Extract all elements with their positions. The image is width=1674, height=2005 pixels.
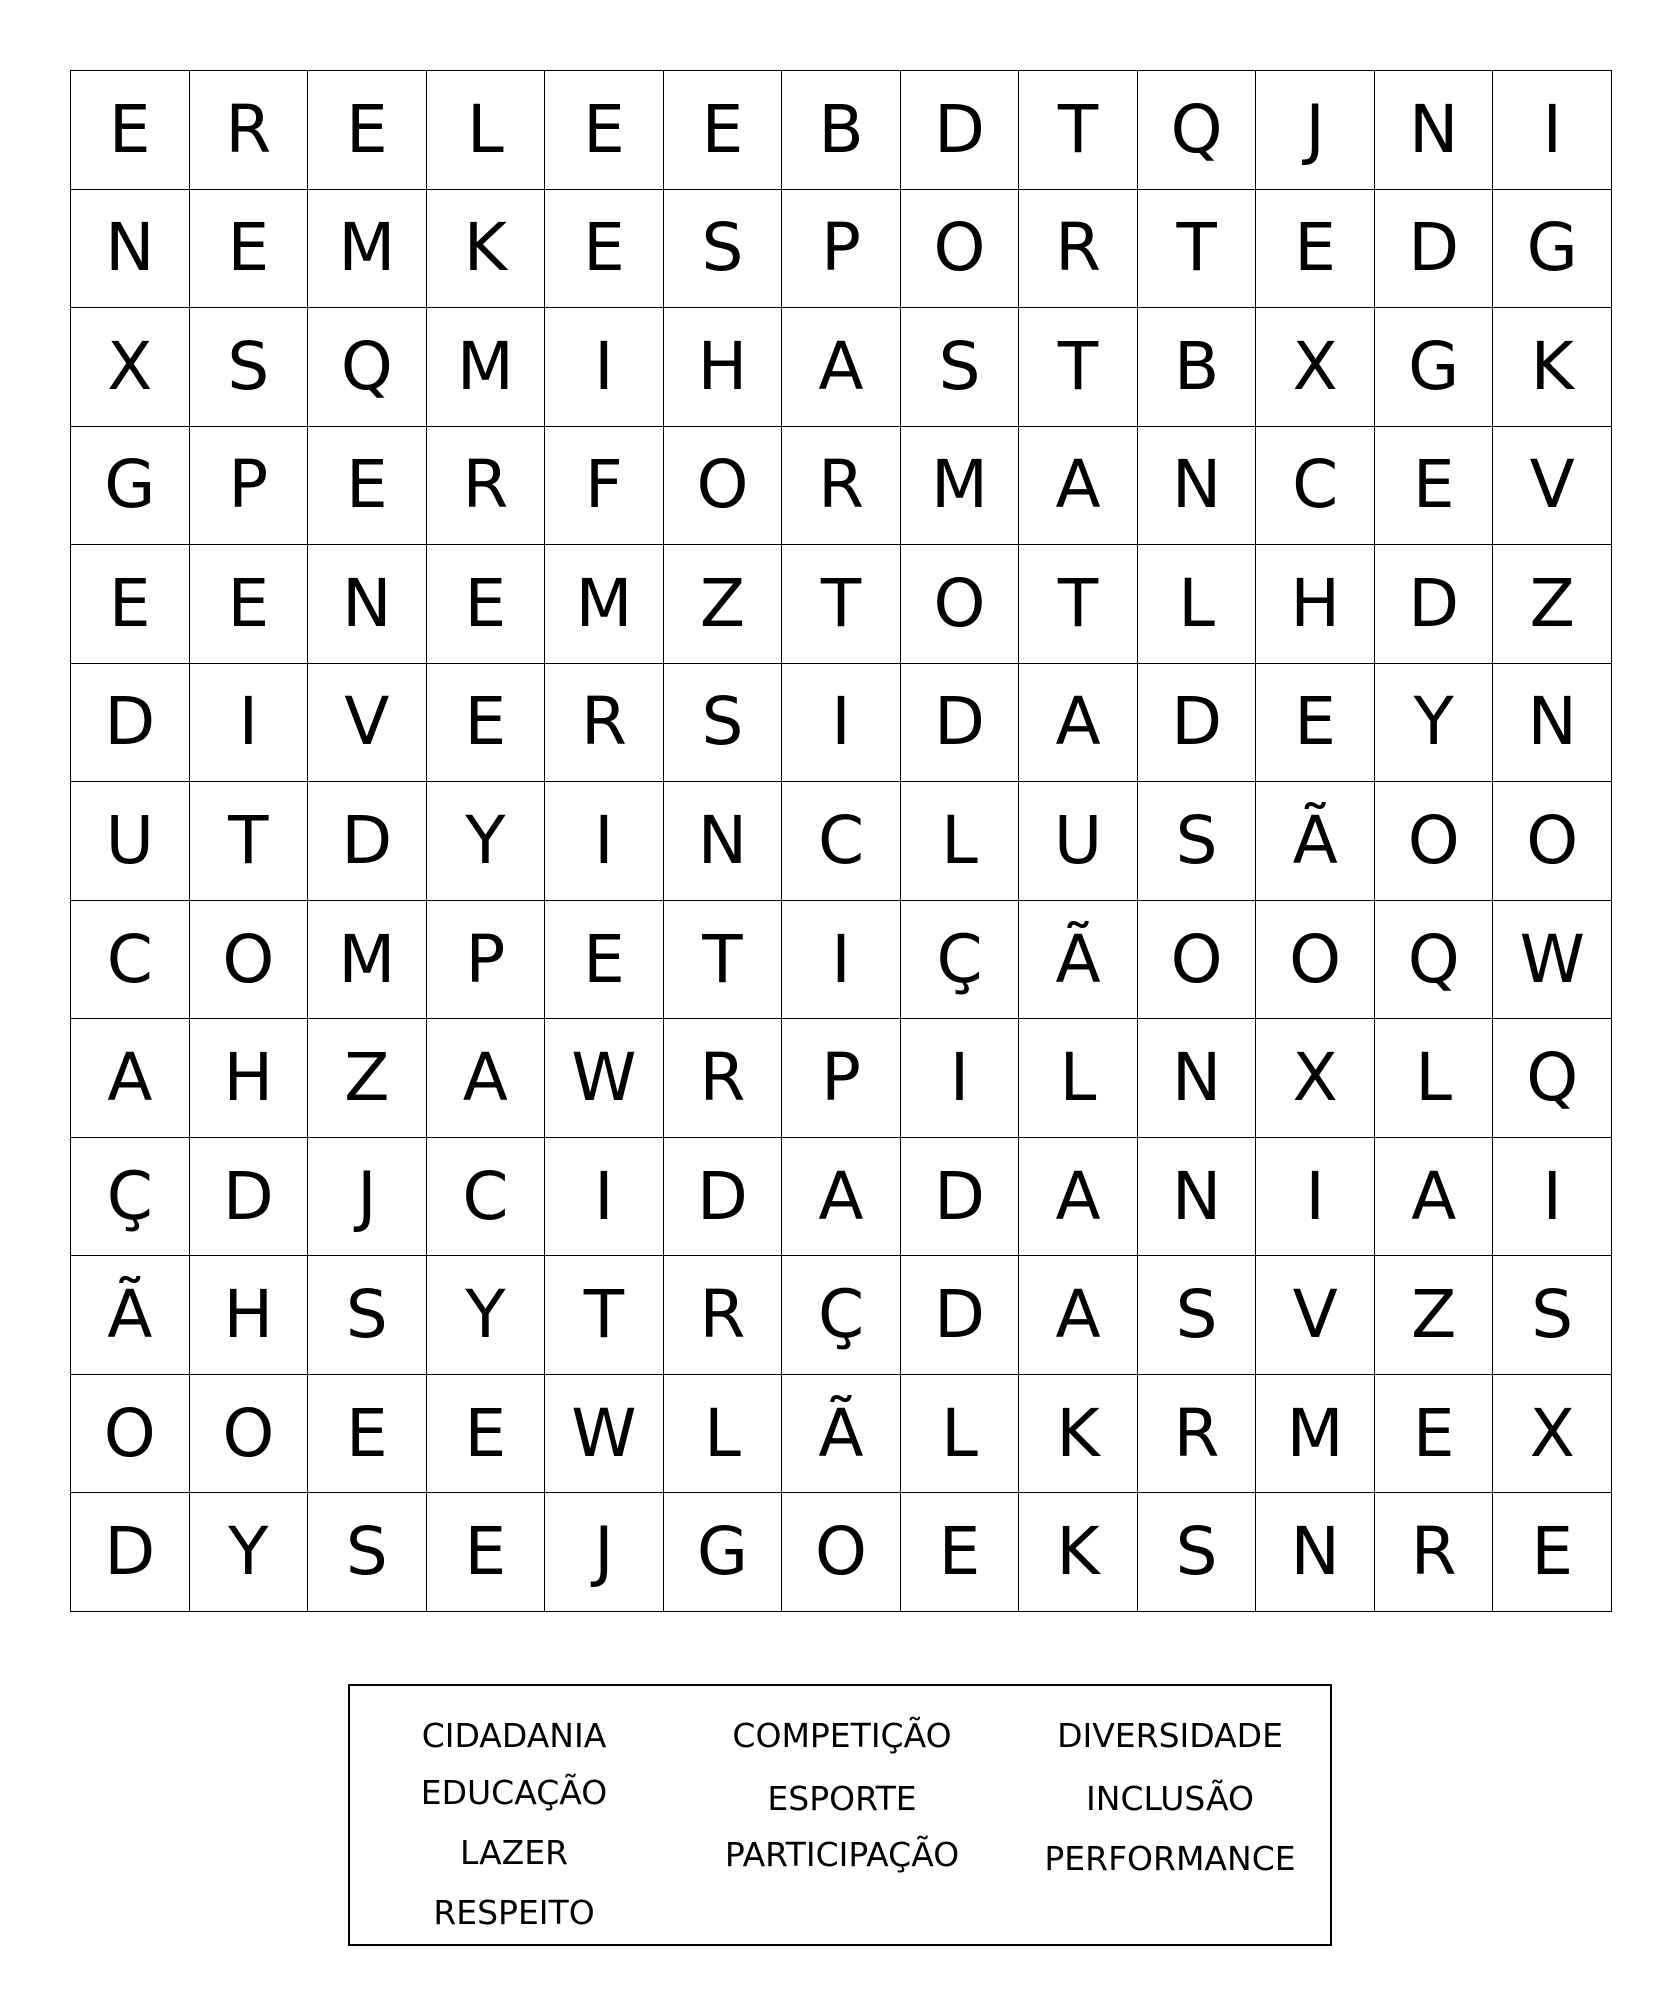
grid-cell[interactable]: U [1019, 782, 1138, 901]
grid-cell[interactable]: H [190, 1256, 309, 1375]
grid-cell[interactable]: L [901, 1375, 1020, 1494]
grid-cell[interactable]: O [1493, 782, 1612, 901]
grid-cell[interactable]: O [664, 427, 783, 546]
grid-cell[interactable]: E [1375, 1375, 1494, 1494]
grid-cell[interactable]: Ç [71, 1138, 190, 1257]
grid-cell[interactable]: A [1019, 1138, 1138, 1257]
grid-cell[interactable]: R [545, 664, 664, 783]
grid-cell[interactable]: Z [1375, 1256, 1494, 1375]
grid-cell[interactable]: V [1493, 427, 1612, 546]
grid-cell[interactable]: D [901, 71, 1020, 190]
grid-cell[interactable]: E [1256, 190, 1375, 309]
grid-cell[interactable]: I [190, 664, 309, 783]
grid-cell[interactable]: O [901, 545, 1020, 664]
grid-cell[interactable]: S [1138, 782, 1257, 901]
grid-cell[interactable]: V [308, 664, 427, 783]
grid-cell[interactable]: M [308, 190, 427, 309]
grid-cell[interactable]: W [1493, 901, 1612, 1020]
grid-cell[interactable]: T [664, 901, 783, 1020]
grid-cell[interactable]: H [664, 308, 783, 427]
grid-cell[interactable]: I [545, 1138, 664, 1257]
grid-cell[interactable]: H [1256, 545, 1375, 664]
grid-cell[interactable]: A [1375, 1138, 1494, 1257]
grid-cell[interactable]: L [901, 782, 1020, 901]
grid-cell[interactable]: L [1375, 1019, 1494, 1138]
grid-cell[interactable]: R [664, 1256, 783, 1375]
grid-cell[interactable]: O [782, 1493, 901, 1612]
grid-cell[interactable]: E [190, 545, 309, 664]
grid-cell[interactable]: T [1019, 545, 1138, 664]
grid-cell[interactable]: R [190, 71, 309, 190]
grid-cell[interactable]: L [664, 1375, 783, 1494]
grid-cell[interactable]: N [1138, 1019, 1257, 1138]
grid-cell[interactable]: P [782, 190, 901, 309]
grid-cell[interactable]: E [71, 545, 190, 664]
grid-cell[interactable]: K [1019, 1493, 1138, 1612]
grid-cell[interactable]: Ç [901, 901, 1020, 1020]
grid-cell[interactable]: N [1493, 664, 1612, 783]
grid-cell[interactable]: Y [190, 1493, 309, 1612]
word-bank-item: PARTICIPAÇÃO [724, 1835, 960, 1874]
grid-cell[interactable]: E [427, 1375, 546, 1494]
grid-cell[interactable]: D [901, 664, 1020, 783]
grid-cell[interactable]: S [1493, 1256, 1612, 1375]
grid-cell[interactable]: R [1138, 1375, 1257, 1494]
word-bank-item: COMPETIÇÃO [732, 1716, 952, 1755]
grid-cell[interactable]: X [1256, 308, 1375, 427]
grid-cell[interactable]: P [427, 901, 546, 1020]
grid-cell[interactable]: R [1019, 190, 1138, 309]
grid-cell[interactable]: E [427, 664, 546, 783]
grid-cell[interactable]: K [1019, 1375, 1138, 1494]
grid-cell[interactable]: Q [1138, 71, 1257, 190]
grid-cell[interactable]: X [1493, 1375, 1612, 1494]
grid-cell[interactable]: E [190, 190, 309, 309]
word-bank-item: ESPORTE [767, 1779, 917, 1818]
grid-cell[interactable]: U [71, 782, 190, 901]
grid-cell[interactable]: O [901, 190, 1020, 309]
grid-cell[interactable]: A [71, 1019, 190, 1138]
grid-cell[interactable]: F [545, 427, 664, 546]
grid-cell[interactable]: S [308, 1493, 427, 1612]
grid-cell[interactable]: E [664, 71, 783, 190]
grid-cell[interactable]: D [1138, 664, 1257, 783]
grid-cell[interactable]: S [308, 1256, 427, 1375]
grid-cell[interactable]: R [427, 427, 546, 546]
grid-cell[interactable]: J [308, 1138, 427, 1257]
grid-cell[interactable]: O [1375, 782, 1494, 901]
grid-cell[interactable]: A [782, 1138, 901, 1257]
grid-cell[interactable]: P [190, 427, 309, 546]
grid-cell[interactable]: E [545, 71, 664, 190]
grid-cell[interactable]: X [71, 308, 190, 427]
grid-cell[interactable]: D [1375, 190, 1494, 309]
grid-cell[interactable]: X [1256, 1019, 1375, 1138]
word-bank-item: INCLUSÃO [1086, 1779, 1254, 1818]
grid-cell[interactable]: A [782, 308, 901, 427]
grid-cell[interactable]: J [545, 1493, 664, 1612]
grid-cell[interactable]: J [1256, 71, 1375, 190]
grid-cell[interactable]: I [1493, 1138, 1612, 1257]
grid-cell[interactable]: S [1138, 1256, 1257, 1375]
grid-cell[interactable]: B [782, 71, 901, 190]
grid-cell[interactable]: T [782, 545, 901, 664]
grid-cell[interactable]: O [1138, 901, 1257, 1020]
grid-cell[interactable]: T [1019, 71, 1138, 190]
grid-cell[interactable]: E [1375, 427, 1494, 546]
grid-cell[interactable]: N [308, 545, 427, 664]
grid-cell[interactable]: E [545, 901, 664, 1020]
grid-cell[interactable]: Q [1493, 1019, 1612, 1138]
grid-cell[interactable]: C [427, 1138, 546, 1257]
grid-cell[interactable]: N [1375, 71, 1494, 190]
grid-cell[interactable]: E [1493, 1493, 1612, 1612]
grid-cell[interactable]: E [1256, 664, 1375, 783]
grid-cell[interactable]: K [1493, 308, 1612, 427]
grid-cell[interactable]: N [664, 782, 783, 901]
grid-cell[interactable]: O [71, 1375, 190, 1494]
grid-cell[interactable]: O [190, 901, 309, 1020]
grid-cell[interactable]: I [782, 664, 901, 783]
grid-cell[interactable]: N [1256, 1493, 1375, 1612]
grid-cell[interactable]: D [71, 1493, 190, 1612]
grid-cell[interactable]: E [71, 71, 190, 190]
grid-cell[interactable]: Z [664, 545, 783, 664]
word-bank-item: RESPEITO [433, 1893, 595, 1932]
grid-cell[interactable]: Y [427, 782, 546, 901]
grid-cell[interactable]: G [71, 427, 190, 546]
grid-cell[interactable]: V [1256, 1256, 1375, 1375]
grid-cell[interactable]: Ã [1019, 901, 1138, 1020]
grid-cell[interactable]: M [1256, 1375, 1375, 1494]
grid-cell[interactable]: N [1138, 427, 1257, 546]
grid-cell[interactable]: I [545, 308, 664, 427]
grid-cell[interactable]: I [782, 901, 901, 1020]
grid-cell[interactable]: T [545, 1256, 664, 1375]
grid-cell[interactable]: R [1375, 1493, 1494, 1612]
grid-cell[interactable]: S [190, 308, 309, 427]
grid-cell[interactable]: N [1138, 1138, 1257, 1257]
grid-cell[interactable]: Ã [782, 1375, 901, 1494]
grid-cell[interactable]: S [901, 308, 1020, 427]
grid-cell[interactable]: R [782, 427, 901, 546]
grid-cell[interactable]: C [782, 782, 901, 901]
grid-cell[interactable]: T [1138, 190, 1257, 309]
grid-cell[interactable]: T [190, 782, 309, 901]
grid-cell[interactable]: M [308, 901, 427, 1020]
grid-cell[interactable]: E [427, 545, 546, 664]
grid-cell[interactable]: E [545, 190, 664, 309]
grid-cell[interactable]: Z [308, 1019, 427, 1138]
grid-cell[interactable]: C [71, 901, 190, 1020]
grid-cell[interactable]: S [1138, 1493, 1257, 1612]
grid-cell[interactable]: R [664, 1019, 783, 1138]
grid-cell[interactable]: D [1375, 545, 1494, 664]
grid-cell[interactable]: W [545, 1019, 664, 1138]
grid-cell[interactable]: G [1375, 308, 1494, 427]
grid-cell[interactable]: E [427, 1493, 546, 1612]
word-bank-item: PERFORMANCE [1044, 1839, 1296, 1878]
grid-cell[interactable]: S [664, 664, 783, 783]
grid-cell[interactable]: Z [1493, 545, 1612, 664]
grid-cell[interactable]: W [545, 1375, 664, 1494]
grid-cell[interactable]: D [901, 1256, 1020, 1375]
grid-cell[interactable]: I [545, 782, 664, 901]
grid-cell[interactable]: Y [1375, 664, 1494, 783]
grid-cell[interactable]: E [308, 1375, 427, 1494]
grid-cell[interactable]: N [71, 190, 190, 309]
grid-cell[interactable]: Q [1375, 901, 1494, 1020]
grid-cell[interactable]: G [1493, 190, 1612, 309]
grid-cell[interactable]: Ã [1256, 782, 1375, 901]
grid-cell[interactable]: O [1256, 901, 1375, 1020]
grid-cell[interactable]: D [71, 664, 190, 783]
grid-cell[interactable]: D [308, 782, 427, 901]
grid-cell[interactable]: G [664, 1493, 783, 1612]
grid-cell[interactable]: A [427, 1019, 546, 1138]
grid-cell[interactable]: M [901, 427, 1020, 546]
grid-cell[interactable]: Ã [71, 1256, 190, 1375]
grid-cell[interactable]: Q [308, 308, 427, 427]
grid-cell[interactable]: B [1138, 308, 1257, 427]
grid-cell[interactable]: E [901, 1493, 1020, 1612]
grid-cell[interactable]: E [308, 71, 427, 190]
grid-cell[interactable]: D [190, 1138, 309, 1257]
grid-cell[interactable]: A [1019, 1256, 1138, 1375]
word-bank [348, 1684, 1332, 1946]
grid-cell[interactable]: M [427, 308, 546, 427]
word-bank-item: DIVERSIDADE [1057, 1716, 1283, 1755]
grid-cell[interactable]: E [308, 427, 427, 546]
grid-cell[interactable]: I [1256, 1138, 1375, 1257]
grid-cell[interactable]: S [664, 190, 783, 309]
word-bank-item: EDUCAÇÃO [420, 1773, 608, 1812]
grid-cell[interactable]: C [1256, 427, 1375, 546]
grid-cell[interactable]: Ç [782, 1256, 901, 1375]
grid-cell[interactable]: D [901, 1138, 1020, 1257]
grid-cell[interactable]: L [427, 71, 546, 190]
grid-cell[interactable]: D [664, 1138, 783, 1257]
grid-cell[interactable]: L [1138, 545, 1257, 664]
grid-cell[interactable]: K [427, 190, 546, 309]
word-bank-item: LAZER [459, 1833, 569, 1872]
grid-cell[interactable]: I [1493, 71, 1612, 190]
grid-cell[interactable]: L [1019, 1019, 1138, 1138]
grid-cell[interactable]: O [190, 1375, 309, 1494]
grid-cell[interactable]: T [1019, 308, 1138, 427]
grid-cell[interactable]: M [545, 545, 664, 664]
grid-cell[interactable]: P [782, 1019, 901, 1138]
grid-cell[interactable]: Y [427, 1256, 546, 1375]
word-bank-item: CIDADANIA [421, 1716, 607, 1755]
grid-cell[interactable]: A [1019, 664, 1138, 783]
grid-cell[interactable]: I [901, 1019, 1020, 1138]
grid-cell[interactable]: A [1019, 427, 1138, 546]
word-search-grid [70, 70, 1612, 1612]
grid-cell[interactable]: H [190, 1019, 309, 1138]
